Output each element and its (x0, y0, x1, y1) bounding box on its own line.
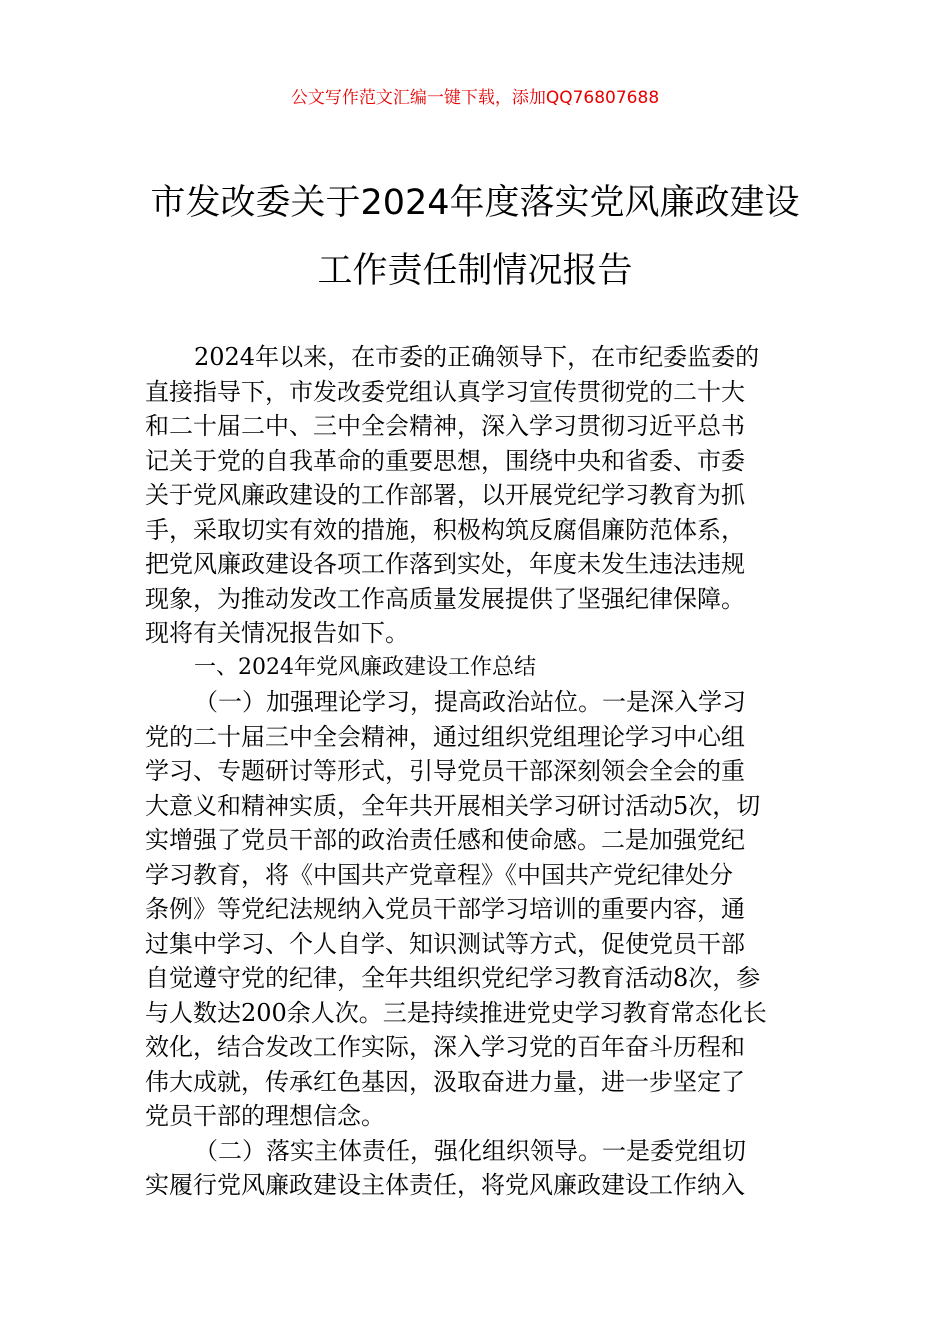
body-line: 伟大成就，传承红色基因，汲取奋进力量，进一步坚定了 (145, 1067, 745, 1096)
body-line: 党员干部的理想信念。 (145, 1102, 385, 1130)
body-line: 实履行党风廉政建设主体责任，将党风廉政建设工作纳入 (145, 1171, 745, 1199)
body-line: 2024年以来，在市委的正确领导下，在市纪委监委的 (194, 343, 760, 371)
body-line: （二）落实主体责任，强化组织领导。一是委党组切 (194, 1136, 746, 1165)
body-line: 记关于党的自我革命的重要思想，围绕中央和省委、市委 (145, 446, 745, 475)
body-line: 大意义和精神实质，全年共开展相关学习研讨活动5次，切 (145, 791, 761, 820)
body-line: 把党风廉政建设各项工作落到实处，年度未发生违法违规 (145, 550, 745, 578)
report-title-line-1: 市发改委关于2024年度落实党风廉政建设 (150, 183, 800, 223)
body-line: 实增强了党员干部的政治责任感和使命感。二是加强党纪 (145, 826, 745, 854)
body-line: （一）加强理论学习，提高政治站位。一是深入学习 (194, 688, 746, 716)
report-body (145, 340, 809, 1203)
body-line: 手，采取切实有效的措施，积极构筑反腐倡廉防范体系， (145, 515, 745, 544)
body-line: 党的二十届三中全会精神，通过组织党组理论学习中心组 (145, 722, 745, 751)
section-heading: 一、2024年党风廉政建设工作总结 (194, 654, 536, 680)
body-line: 现将有关情况报告如下。 (145, 619, 409, 647)
download-watermark: 公文写作范文汇编一键下载，添加QQ76807688 (290, 88, 660, 108)
body-line: 学习教育，将《中国共产党章程》《中国共产党纪律处分 (145, 860, 733, 889)
body-line: 与人数达200余人次。三是持续推进党史学习教育常态化长 (145, 998, 767, 1027)
body-line: 条例》等党纪法规纳入党员干部学习培训的重要内容，通 (145, 895, 745, 923)
report-title-line-2: 工作责任制情况报告 (317, 251, 633, 291)
body-line: 效化，结合发改工作实际，深入学习党的百年奋斗历程和 (145, 1033, 745, 1061)
body-line: 直接指导下，市发改委党组认真学习宣传贯彻党的二十大 (145, 377, 745, 406)
body-line: 现象，为推动发改工作高质量发展提供了坚强纪律保障。 (145, 584, 745, 613)
body-line: 和二十届二中、三中全会精神，深入学习贯彻习近平总书 (145, 412, 745, 440)
body-line: 自觉遵守党的纪律，全年共组织党纪学习教育活动8次，参 (145, 964, 761, 992)
body-line: 关于党风廉政建设的工作部署，以开展党纪学习教育为抓 (145, 481, 745, 509)
body-line: 学习、专题研讨等形式，引导党员干部深刻领会全会的重 (145, 757, 745, 785)
body-line: 过集中学习、个人自学、知识测试等方式，促使党员干部 (145, 929, 745, 958)
